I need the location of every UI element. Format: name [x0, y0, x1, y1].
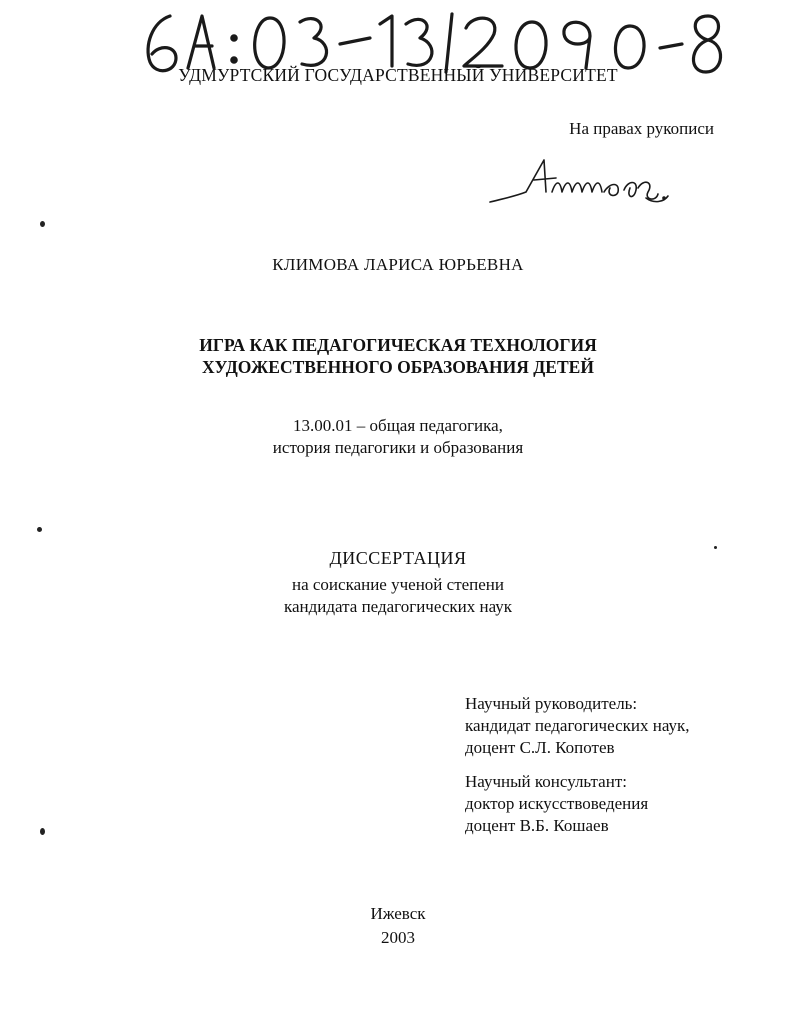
degree-line: кандидата педагогических наук: [283, 597, 513, 616]
consultant-block: [465, 771, 648, 837]
city: Ижевск: [370, 904, 426, 923]
scan-speck: [714, 546, 717, 549]
year: 2003: [381, 928, 415, 947]
thesis-title: [0, 334, 796, 378]
specialty: [0, 415, 796, 459]
degree-sought: [0, 574, 796, 618]
rights-note: На правах рукописи: [569, 119, 714, 138]
specialty-line: 13.00.01 – общая педагогика,: [293, 416, 503, 435]
thesis-title-line: ИГРА КАК ПЕДАГОГИЧЕСКАЯ ТЕХНОЛОГИЯ: [199, 335, 597, 355]
supervisor-label: Научный руководитель:: [465, 694, 638, 713]
degree-line: на соискание ученой степени: [291, 575, 505, 594]
consultant-name: доцент В.Б. Кошаев: [465, 816, 609, 835]
supervisor-name: доцент С.Л. Копотев: [465, 738, 615, 757]
scan-speck: [37, 527, 42, 532]
specialty-line: история педагогики и образования: [272, 438, 524, 457]
scan-speck: [40, 828, 45, 835]
consultant-label: Научный консультант:: [465, 772, 627, 791]
consultant-degree: доктор искусствоведения: [465, 794, 649, 813]
thesis-title-line: ХУДОЖЕСТВЕННОГО ОБРАЗОВАНИЯ ДЕТЕЙ: [202, 357, 594, 377]
author-signature: [486, 152, 676, 212]
document-type: ДИССЕРТАЦИЯ: [329, 548, 467, 568]
author-name: КЛИМОВА ЛАРИСА ЮРЬЕВНА: [272, 255, 524, 274]
scan-speck: [40, 221, 45, 227]
supervisor-block: [465, 693, 690, 759]
university-name: УДМУРТСКИЙ ГОСУДАРСТВЕННЫЙ УНИВЕРСИТЕТ: [178, 65, 618, 85]
supervisor-degree: кандидат педагогических наук,: [465, 716, 690, 735]
